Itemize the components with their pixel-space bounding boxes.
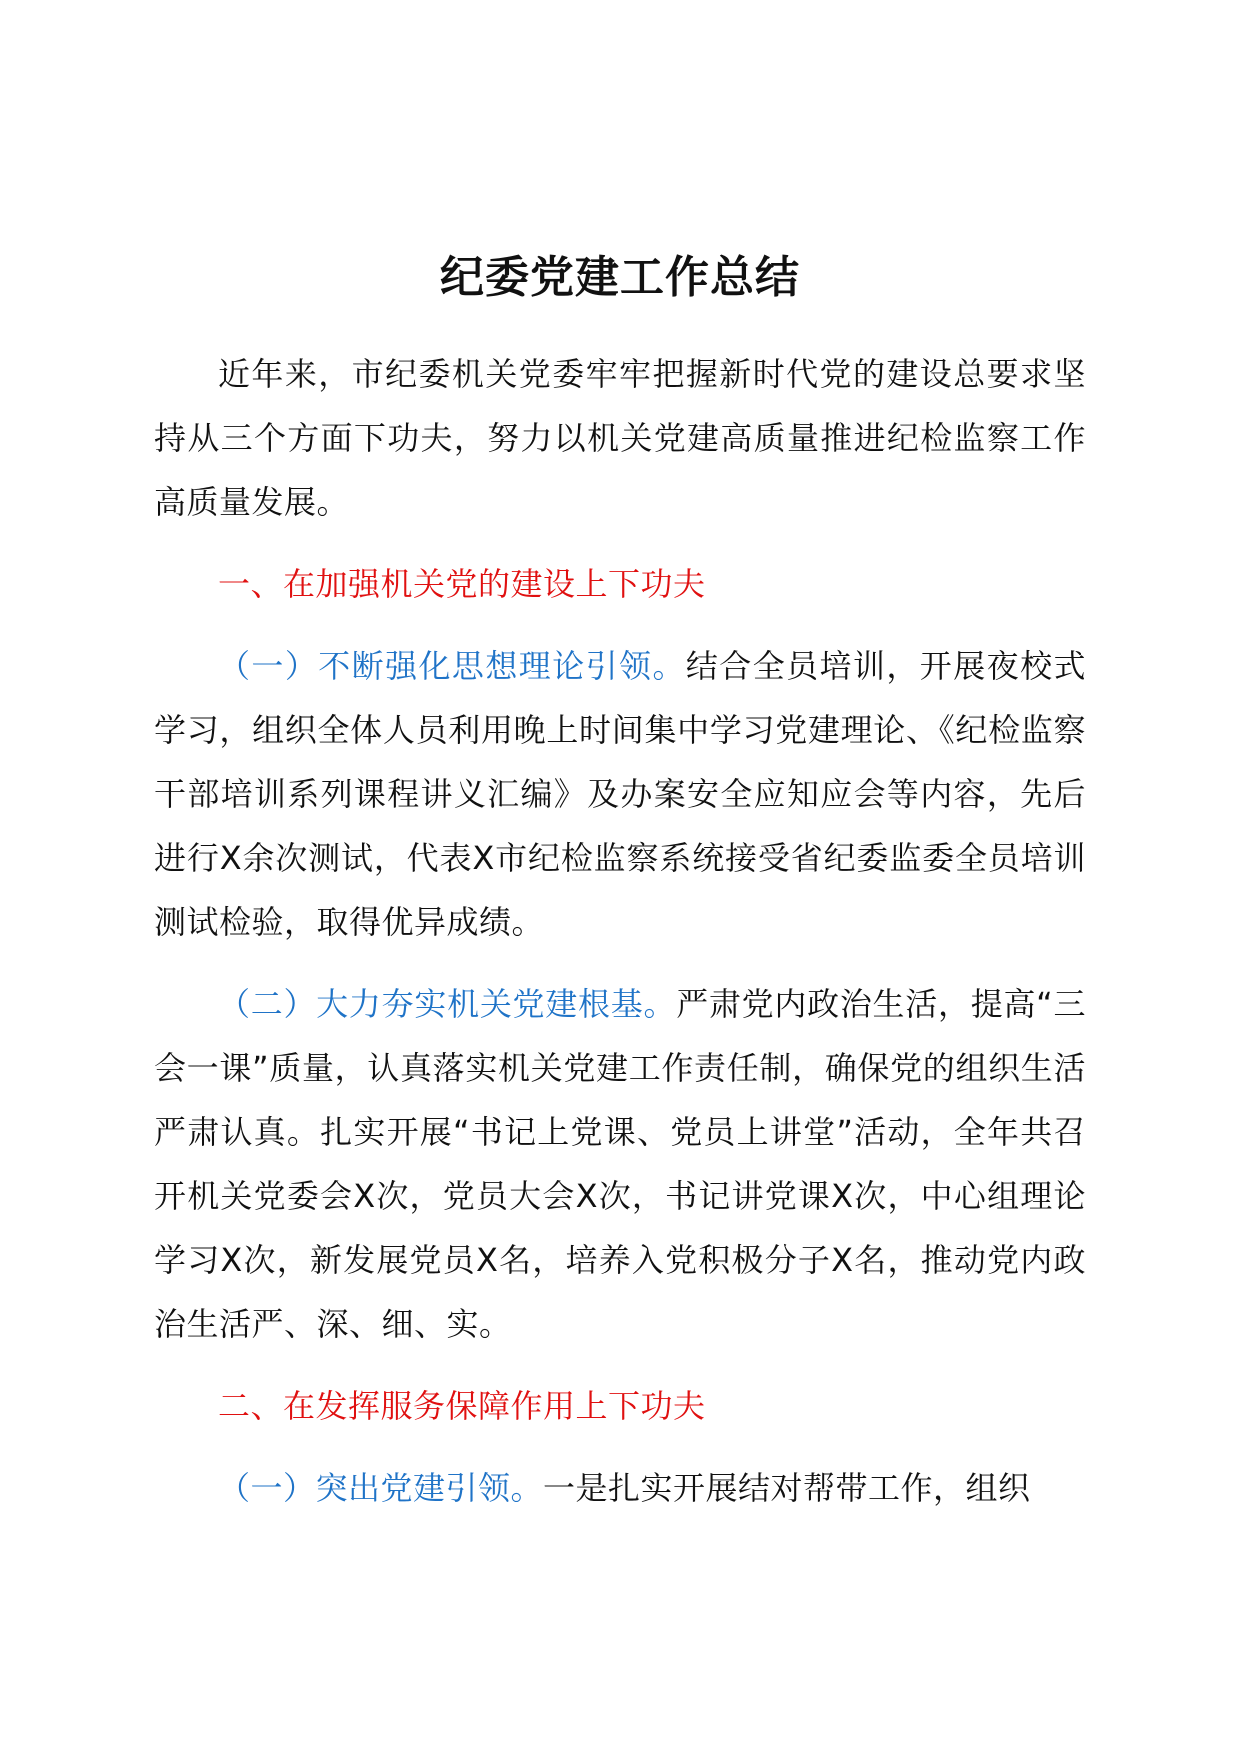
subsection-paragraph-1-1 [154,634,1086,954]
subsection-label-1-2: （二）大力夯实机关党建根基。 [218,985,677,1023]
subsection-text-2-1: 一是扎实开展结对帮带工作，组织 [543,1469,1031,1507]
document-body [154,342,1086,1538]
subsection-text-1-2: 严肃党内政治生活，提高“三会一课”质量，认真落实机关党建工作责任制，确保党的组织生活严肃认真。扎实开展“书记上党课、党员上讲堂”活动，全年共召开机关党委会X次，党员大会X次，书记讲党课X次，中心组理论学习X次，新发展党员X名，培养入党积极分子X名，推动党内政治生活严、深、细、实。 [154,985,1086,1343]
document-title: 纪委党建工作总结 [440,252,800,303]
subsection-label-1-1: （一）不断强化思想理论引领。 [218,647,686,685]
section-heading-1: 一、在加强机关党的建设上下功夫 [218,565,706,603]
subsection-label-2-1: （一）突出党建引领。 [218,1469,544,1507]
subsection-paragraph-2-1 [154,1456,1086,1520]
section-heading-2: 二、在发挥服务保障作用上下功夫 [218,1387,706,1425]
subsection-paragraph-1-2 [154,972,1086,1356]
subsection-text-1-1: 结合全员培训，开展夜校式学习，组织全体人员利用晚上时间集中学习党建理论、《纪检监察干部培训系列课程讲义汇编》及办案安全应知应会等内容，先后进行X余次测试，代表X市纪检监察系统接受省纪委监委全员培训测试检验，取得优异成绩。 [154,647,1086,941]
intro-paragraph: 近年来，市纪委机关党委牢牢把握新时代党的建设总要求坚持从三个方面下功夫，努力以机关党建高质量推进纪检监察工作高质量发展。 [154,355,1086,521]
